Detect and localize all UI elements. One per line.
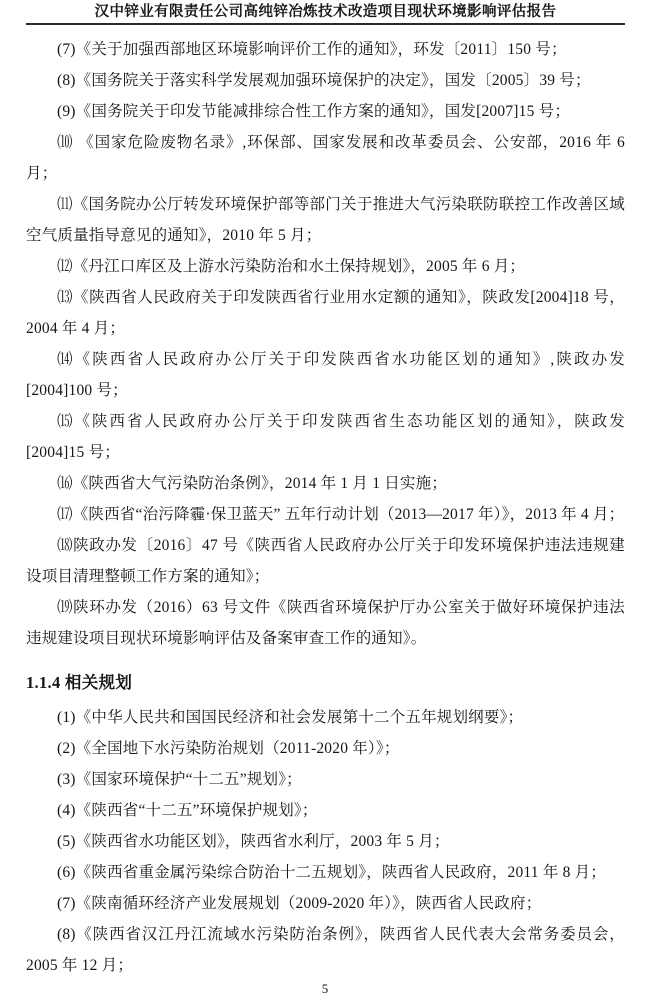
list-item: (7)《陕南循环经济产业发展规划（2009-2020 年）》，陕西省人民政府；: [57, 895, 542, 912]
list-item: ⒆陕环办发（2016）63 号文件《陕西省环境保护厅办公室关于做好环境保护违法违规建设项目现状环境影响评估及备案审查工作的通知》。: [26, 599, 625, 647]
list-item: (8)《国务院关于落实科学发展观加强环境保护的决定》，国发〔2005〕39 号；: [57, 72, 591, 89]
document-body: [26, 34, 625, 981]
list-item: (2)《全国地下水污染防治规划（2011-2020 年）》；: [57, 740, 400, 757]
list-item: (8)《陕西省汉江丹江流域水污染防治条例》，陕西省人民代表大会常务委员会，2005 年 12 月；: [26, 926, 625, 974]
list-item: (1)《中华人民共和国国民经济和社会发展第十二个五年规划纲要》；: [57, 709, 524, 726]
list-item: ⒄《陕西省“治污降霾·保卫蓝天” 五年行动计划（2013—2017 年）》，2013 年 4 月；: [57, 506, 625, 523]
list-item: ⒂《陕西省人民政府办公厅关于印发陕西省生态功能区划的通知》，陕政发[2004]15 号；: [26, 413, 625, 461]
header-rule: [26, 23, 625, 25]
list-item: ⒁《陕西省人民政府办公厅关于印发陕西省水功能区划的通知》,陕政办发[2004]100 号；: [26, 351, 625, 399]
list-item: ⒅陕政办发〔2016〕47 号《陕西省人民政府办公厅关于印发环境保护违法违规建设项目清理整顿工作方案的通知》；: [26, 537, 625, 585]
page-header-title: 汉中锌业有限责任公司高纯锌冶炼技术改造项目现状环境影响评估报告: [94, 4, 557, 20]
list-item: ⒃《陕西省大气污染防治条例》，2014 年 1 月 1 日实施；: [57, 475, 448, 492]
list-item: (5)《陕西省水功能区划》，陕西省水利厅，2003 年 5 月；: [57, 833, 450, 850]
list-item: ⑿《丹江口库区及上游水污染防治和水土保持规划》，2005 年 6 月；: [57, 258, 526, 275]
list-item: (7)《关于加强西部地区环境影响评价工作的通知》，环发〔2011〕150 号；: [57, 41, 567, 58]
list-item: ⑽ 《国家危险废物名录》,环保部、国家发展和改革委员会、公安部，2016 年 6 月；: [26, 134, 625, 182]
page-header: [26, 0, 625, 25]
section-heading: 1.1.4 相关规划: [26, 673, 133, 692]
list-item: (9)《国务院关于印发节能减排综合性工作方案的通知》，国发[2007]15 号；: [57, 103, 571, 120]
legal-documents-list: [26, 34, 625, 654]
list-item: (3)《国家环境保护“十二五”规划》；: [57, 771, 302, 788]
list-item: ⒀《陕西省人民政府关于印发陕西省行业用水定额的通知》，陕政发[2004]18 号，2004 年 4 月；: [26, 289, 625, 337]
related-plans-list: [26, 702, 625, 981]
list-item: (6)《陕西省重金属污染综合防治十二五规划》，陕西省人民政府，2011 年 8 月；: [57, 864, 607, 881]
list-item: ⑾《国务院办公厅转发环境保护部等部门关于推进大气污染联防联控工作改善区域空气质量指导意见的通知》，2010 年 5 月；: [26, 196, 625, 244]
list-item: (4)《陕西省“十二五”环境保护规划》；: [57, 802, 318, 819]
page-number: 5: [321, 981, 329, 996]
